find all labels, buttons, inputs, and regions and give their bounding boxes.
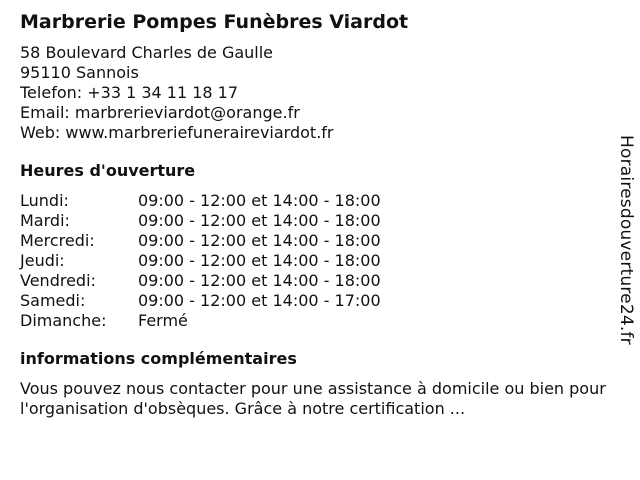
- email-line: Email: marbrerieviardot@orange.fr: [20, 103, 300, 122]
- hours-row-samedi: [20, 291, 610, 311]
- address-line-2: 95110 Sannois: [20, 63, 139, 82]
- hours-time: 09:00 - 12:00 et 14:00 - 18:00: [138, 251, 381, 270]
- hours-day: Lundi:: [20, 191, 69, 210]
- business-name: Marbrerie Pompes Funèbres Viardot: [20, 11, 409, 33]
- hours-row-jeudi: [20, 251, 610, 271]
- hours-day: Samedi:: [20, 291, 86, 310]
- hours-row-vendredi: [20, 271, 610, 291]
- hours-row-mercredi: [20, 231, 610, 251]
- site-watermark: Horairesdouverture24.fr: [616, 135, 636, 345]
- address-line-1: 58 Boulevard Charles de Gaulle: [20, 43, 274, 62]
- hours-day: Vendredi:: [20, 271, 96, 290]
- hours-time: 09:00 - 12:00 et 14:00 - 18:00: [138, 191, 381, 210]
- hours-row-mardi: [20, 211, 610, 231]
- hours-day: Dimanche:: [20, 311, 107, 330]
- hours-time: 09:00 - 12:00 et 14:00 - 18:00: [138, 211, 381, 230]
- hours-time: Fermé: [138, 311, 188, 330]
- hours-table: [20, 191, 610, 331]
- hours-row-dimanche: [20, 311, 610, 331]
- hours-title: Heures d'ouverture: [20, 161, 196, 180]
- phone-line: Telefon: +33 1 34 11 18 17: [20, 83, 239, 102]
- hours-row-lundi: [20, 191, 610, 211]
- info-text: Vous pouvez nous contacter pour une assistance à domicile ou bien pour l'organisation d'obsèques. Grâce à notre certification ...: [20, 379, 606, 418]
- hours-day: Jeudi:: [20, 251, 65, 270]
- hours-time: 09:00 - 12:00 et 14:00 - 17:00: [138, 291, 381, 310]
- info-title: informations complémentaires: [20, 349, 297, 368]
- hours-day: Mercredi:: [20, 231, 95, 250]
- hours-day: Mardi:: [20, 211, 70, 230]
- business-card: [20, 10, 610, 419]
- hours-time: 09:00 - 12:00 et 14:00 - 18:00: [138, 271, 381, 290]
- web-line: Web: www.marbreriefuneraireviardot.fr: [20, 123, 334, 142]
- hours-time: 09:00 - 12:00 et 14:00 - 18:00: [138, 231, 381, 250]
